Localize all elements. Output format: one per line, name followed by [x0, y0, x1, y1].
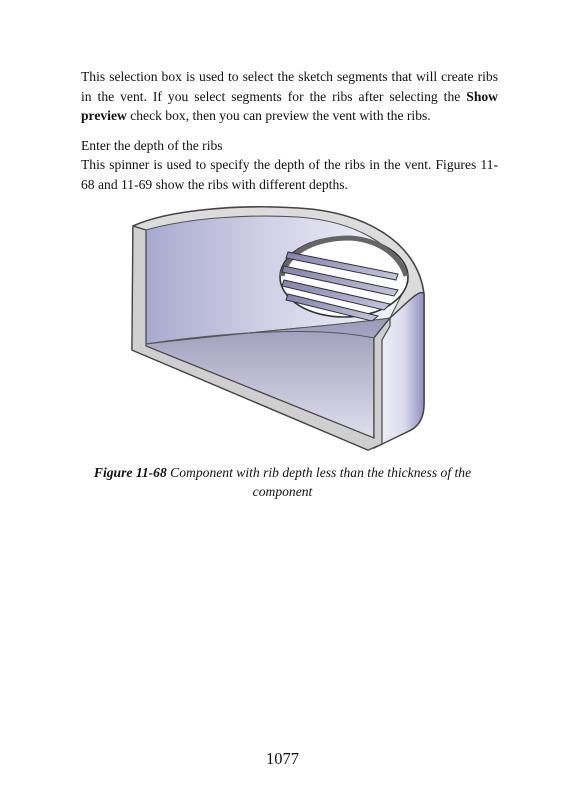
paragraph-text: check box, then you can preview the vent with the ribs.: [126, 108, 431, 123]
body-paragraph: [81, 67, 498, 126]
show-preview-term: Show preview: [81, 88, 498, 123]
figure-label: Figure 11-68: [93, 465, 167, 480]
figure-caption: [70, 463, 495, 501]
paragraph-text: This selection box is used to select the sketch segments that will create ribs in the vent. If you select segments for the ribs after selecting the: [81, 69, 498, 104]
caption-text: Component with rib depth less than the thickness of the component: [166, 465, 472, 499]
page-number: 1077: [266, 749, 299, 768]
section-heading: Enter the depth of the ribs: [81, 138, 223, 153]
figure-11-68-image: [128, 204, 432, 458]
body-paragraph: This spinner is used to specify the depth of the ribs in the vent. Figures 11-68 and 11-69 show the ribs with different depths.: [81, 157, 498, 192]
